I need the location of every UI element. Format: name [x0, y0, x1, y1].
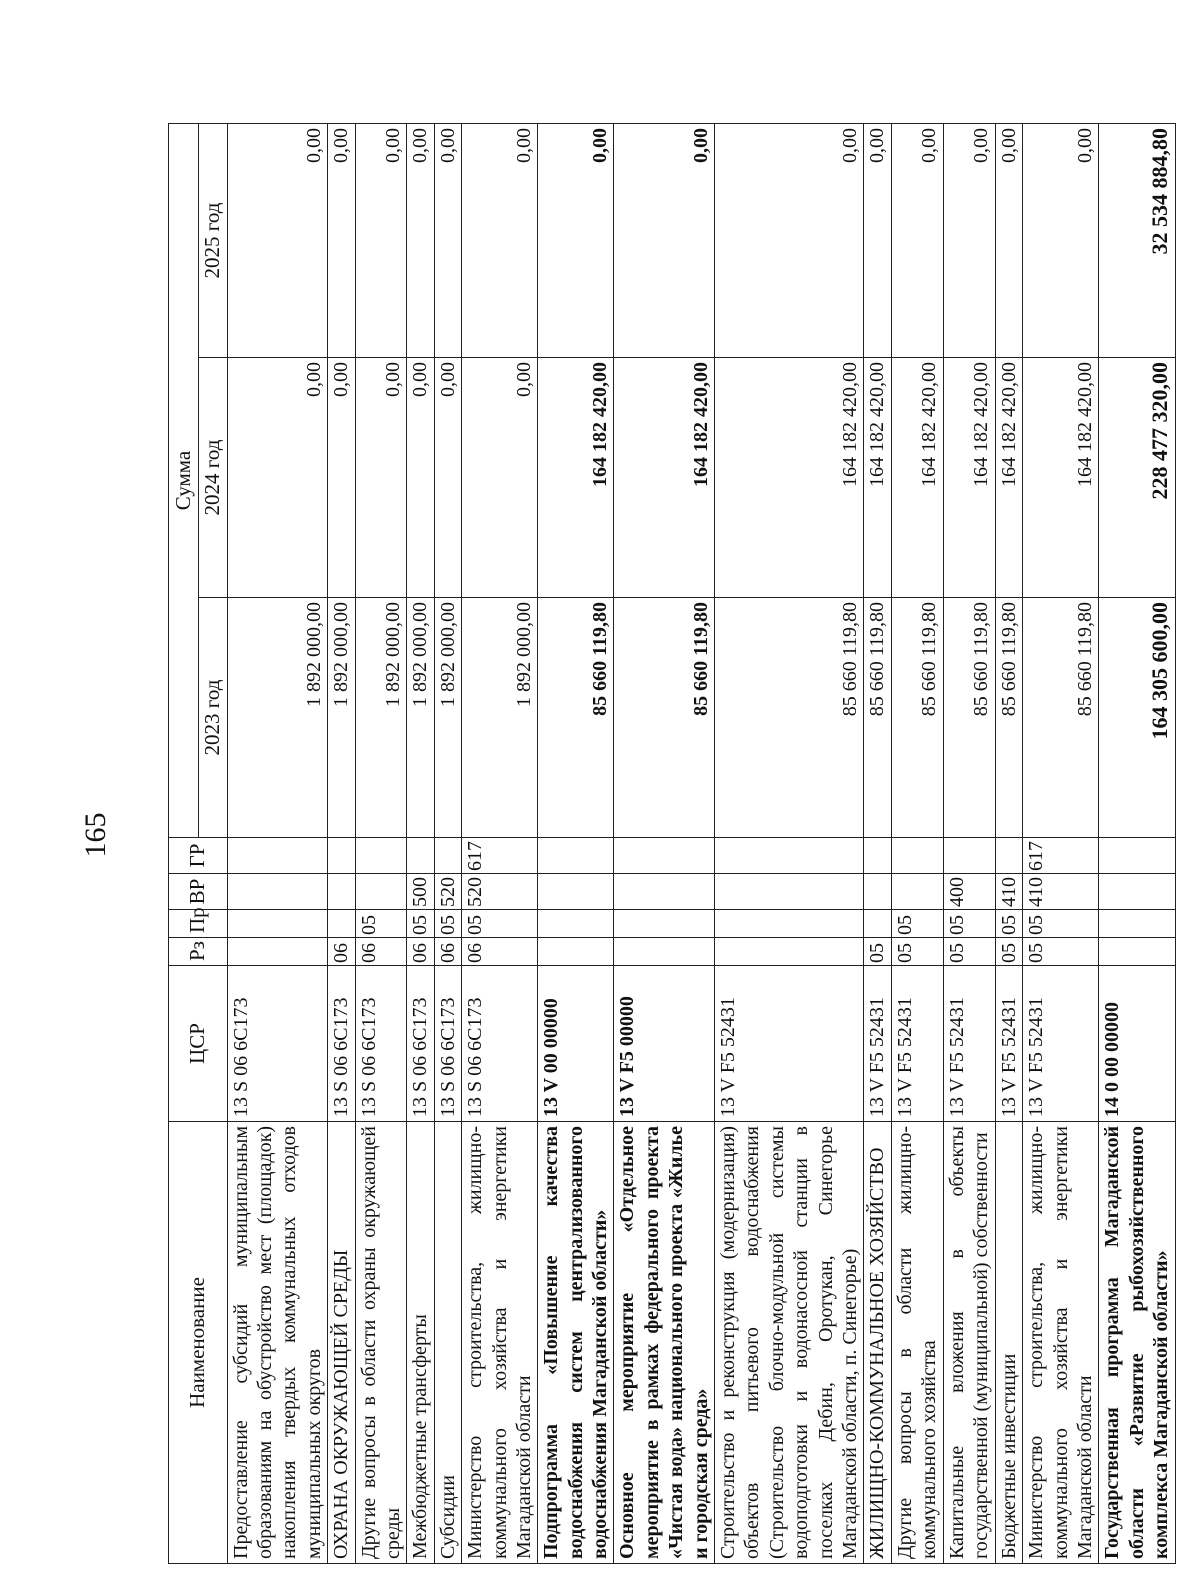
table-row	[715, 123, 864, 1563]
cell-vr	[328, 874, 355, 910]
cell-vr: 520	[434, 874, 461, 910]
cell-2024: 0,00	[462, 358, 538, 598]
cell-2025: 0,00	[943, 123, 995, 357]
cell-name: Субсидии	[434, 1122, 461, 1564]
cell-vr: 500	[407, 874, 434, 910]
budget-table	[168, 123, 1176, 1564]
cell-rz	[614, 938, 715, 966]
cell-vr	[355, 874, 407, 910]
table-row	[943, 123, 995, 1563]
cell-2024: 164 182 420,00	[614, 358, 715, 598]
cell-rz	[227, 938, 328, 966]
cell-2023: 1 892 000,00	[227, 598, 328, 838]
table-row	[462, 123, 538, 1563]
cell-rz	[1099, 938, 1175, 966]
cell-csr: 13 S 06 6C173	[328, 966, 355, 1122]
cell-rz: 05	[995, 938, 1022, 966]
cell-pr	[328, 910, 355, 938]
cell-gr	[328, 838, 355, 874]
cell-vr	[864, 874, 891, 910]
cell-2024: 0,00	[355, 358, 407, 598]
cell-csr: 13 S 06 6C173	[355, 966, 407, 1122]
cell-name: Основное мероприятие «Отдельное мероприятие в рамках федерального проекта «Чистая вода» национального проекта «Жилье и городская среда»	[614, 1122, 715, 1564]
cell-vr	[715, 874, 864, 910]
cell-name: Министерство строительства, жилищно-коммунального хозяйства и энергетики Магаданской области	[462, 1122, 538, 1564]
cell-csr: 13 S 06 6C173	[434, 966, 461, 1122]
cell-2024: 228 477 320,00	[1099, 358, 1175, 598]
table-header	[169, 123, 228, 1563]
cell-2024: 164 182 420,00	[1023, 358, 1099, 598]
cell-name: Министерство строительства, жилищно-коммунального хозяйства и энергетики Магаданской области	[1023, 1122, 1099, 1564]
table-row	[355, 123, 407, 1563]
cell-2025: 0,00	[407, 123, 434, 357]
cell-csr: 13 V F5 52431	[1023, 966, 1099, 1122]
cell-pr	[715, 910, 864, 938]
cell-2023: 1 892 000,00	[355, 598, 407, 838]
header-pr: Пр	[169, 910, 228, 938]
cell-2024: 164 182 420,00	[715, 358, 864, 598]
cell-pr	[1099, 910, 1175, 938]
cell-2023: 164 305 600,00	[1099, 598, 1175, 838]
cell-2025: 32 534 884,80	[1099, 123, 1175, 357]
cell-rz: 06	[355, 938, 407, 966]
cell-pr	[227, 910, 328, 938]
cell-2025: 0,00	[995, 123, 1022, 357]
header-2024: 2024 год	[199, 358, 228, 598]
cell-2025: 0,00	[614, 123, 715, 357]
cell-2024: 0,00	[407, 358, 434, 598]
cell-2024: 164 182 420,00	[538, 358, 614, 598]
cell-name: Капитальные вложения в объекты государственной (муниципальной) собственности	[943, 1122, 995, 1564]
cell-pr: 05	[995, 910, 1022, 938]
header-sum: Сумма	[169, 123, 199, 837]
cell-vr: 410	[995, 874, 1022, 910]
cell-2025: 0,00	[434, 123, 461, 357]
table-row	[864, 123, 891, 1563]
cell-gr	[943, 838, 995, 874]
cell-vr	[891, 874, 943, 910]
header-2023: 2023 год	[199, 598, 228, 838]
cell-2024: 0,00	[227, 358, 328, 598]
cell-rz: 06	[434, 938, 461, 966]
table-row	[328, 123, 355, 1563]
cell-pr: 05	[891, 910, 943, 938]
cell-rz: 06	[328, 938, 355, 966]
cell-name: ОХРАНА ОКРУЖАЮЩЕЙ СРЕДЫ	[328, 1122, 355, 1564]
cell-name: Подпрограмма «Повышение качества водоснабжения систем централизованного водоснабжения Магаданской области»	[538, 1122, 614, 1564]
cell-csr: 13 V F5 52431	[995, 966, 1022, 1122]
cell-name: Государственная программа Магаданской области «Развитие рыбохозяйственного комплекса Магаданской области»	[1099, 1122, 1175, 1564]
cell-2025: 0,00	[328, 123, 355, 357]
cell-pr: 05	[1023, 910, 1099, 938]
table-row	[995, 123, 1022, 1563]
cell-csr: 13 V F5 52431	[943, 966, 995, 1122]
cell-vr	[227, 874, 328, 910]
cell-2023: 85 660 119,80	[715, 598, 864, 838]
table-row	[407, 123, 434, 1563]
header-gr: ГР	[169, 838, 228, 874]
cell-2023: 85 660 119,80	[864, 598, 891, 838]
cell-2023: 85 660 119,80	[538, 598, 614, 838]
cell-gr	[891, 838, 943, 874]
cell-rz: 05	[864, 938, 891, 966]
cell-2024: 164 182 420,00	[943, 358, 995, 598]
header-csr: ЦСР	[169, 966, 228, 1122]
cell-csr: 14 0 00 00000	[1099, 966, 1175, 1122]
cell-2024: 164 182 420,00	[995, 358, 1022, 598]
cell-csr: 13 S 06 6C173	[462, 966, 538, 1122]
cell-2023: 85 660 119,80	[614, 598, 715, 838]
table-row	[891, 123, 943, 1563]
cell-rz	[538, 938, 614, 966]
cell-vr	[538, 874, 614, 910]
cell-pr: 05	[407, 910, 434, 938]
cell-csr: 13 V 00 00000	[538, 966, 614, 1122]
cell-2023: 85 660 119,80	[943, 598, 995, 838]
cell-gr	[995, 838, 1022, 874]
cell-csr: 13 S 06 6C173	[227, 966, 328, 1122]
cell-csr: 13 V F5 52431	[715, 966, 864, 1122]
header-rz: Рз	[169, 938, 228, 966]
cell-gr: 617	[462, 838, 538, 874]
cell-gr	[227, 838, 328, 874]
cell-gr	[538, 838, 614, 874]
cell-2025: 0,00	[462, 123, 538, 357]
cell-csr: 13 V F5 52431	[891, 966, 943, 1122]
cell-2023: 85 660 119,80	[891, 598, 943, 838]
cell-pr: 05	[355, 910, 407, 938]
cell-csr: 13 S 06 6C173	[407, 966, 434, 1122]
header-name: Наименование	[169, 1122, 228, 1564]
cell-rz	[715, 938, 864, 966]
cell-csr: 13 V F5 00000	[614, 966, 715, 1122]
cell-2025: 0,00	[227, 123, 328, 357]
cell-gr	[715, 838, 864, 874]
cell-gr	[434, 838, 461, 874]
cell-name: Другие вопросы в области охраны окружающей среды	[355, 1122, 407, 1564]
cell-name: Бюджетные инвестиции	[995, 1122, 1022, 1564]
cell-name: ЖИЛИЩНО-КОММУНАЛЬНОЕ ХОЗЯЙСТВО	[864, 1122, 891, 1564]
cell-gr	[614, 838, 715, 874]
cell-rz: 05	[1023, 938, 1099, 966]
cell-2025: 0,00	[864, 123, 891, 357]
cell-pr	[538, 910, 614, 938]
cell-2023: 1 892 000,00	[328, 598, 355, 838]
cell-name: Другие вопросы в области жилищно-коммунального хозяйства	[891, 1122, 943, 1564]
cell-vr	[1099, 874, 1175, 910]
cell-2024: 164 182 420,00	[891, 358, 943, 598]
cell-name: Предоставление субсидий муниципальным образованиям на обустройство мест (площадок) накопления твердых коммунальных отходов муниципальных округов	[227, 1122, 328, 1564]
cell-gr	[1099, 838, 1175, 874]
cell-2023: 85 660 119,80	[995, 598, 1022, 838]
cell-csr: 13 V F5 52431	[864, 966, 891, 1122]
cell-gr: 617	[1023, 838, 1099, 874]
cell-pr	[614, 910, 715, 938]
cell-2023: 1 892 000,00	[407, 598, 434, 838]
cell-2023: 85 660 119,80	[1023, 598, 1099, 838]
cell-2025: 0,00	[538, 123, 614, 357]
table-row	[434, 123, 461, 1563]
cell-2025: 0,00	[355, 123, 407, 357]
cell-gr	[407, 838, 434, 874]
table-row	[227, 123, 328, 1563]
cell-rz: 06	[462, 938, 538, 966]
cell-pr	[864, 910, 891, 938]
cell-2025: 0,00	[891, 123, 943, 357]
table-body	[227, 123, 1175, 1563]
cell-vr: 410	[1023, 874, 1099, 910]
cell-2024: 0,00	[434, 358, 461, 598]
rotated-table-wrapper	[168, 124, 1173, 1564]
table-row	[1023, 123, 1099, 1563]
table-row	[538, 123, 614, 1563]
cell-vr: 400	[943, 874, 995, 910]
cell-pr: 05	[943, 910, 995, 938]
cell-vr	[614, 874, 715, 910]
cell-2023: 1 892 000,00	[434, 598, 461, 838]
header-vr: ВР	[169, 874, 228, 910]
table-row	[1099, 123, 1175, 1563]
cell-rz: 06	[407, 938, 434, 966]
cell-name: Межбюджетные трансферты	[407, 1122, 434, 1564]
cell-pr: 05	[462, 910, 538, 938]
cell-2025: 0,00	[1023, 123, 1099, 357]
cell-2023: 1 892 000,00	[462, 598, 538, 838]
cell-vr: 520	[462, 874, 538, 910]
table-row	[614, 123, 715, 1563]
cell-2025: 0,00	[715, 123, 864, 357]
page-number: 165	[79, 812, 112, 858]
cell-rz: 05	[943, 938, 995, 966]
cell-pr: 05	[434, 910, 461, 938]
cell-gr	[864, 838, 891, 874]
cell-rz: 05	[891, 938, 943, 966]
cell-2024: 164 182 420,00	[864, 358, 891, 598]
cell-2024: 0,00	[328, 358, 355, 598]
cell-name: Строительство и реконструкция (модернизация) объектов питьевого водоснабжения (Строительство блочно-модульной системы водоподготовки и водонасосной станции в поселках Дебин, Оротукан, Синегорье Магаданской области, п. Синегорье)	[715, 1122, 864, 1564]
cell-gr	[355, 838, 407, 874]
header-2025: 2025 год	[199, 123, 228, 357]
